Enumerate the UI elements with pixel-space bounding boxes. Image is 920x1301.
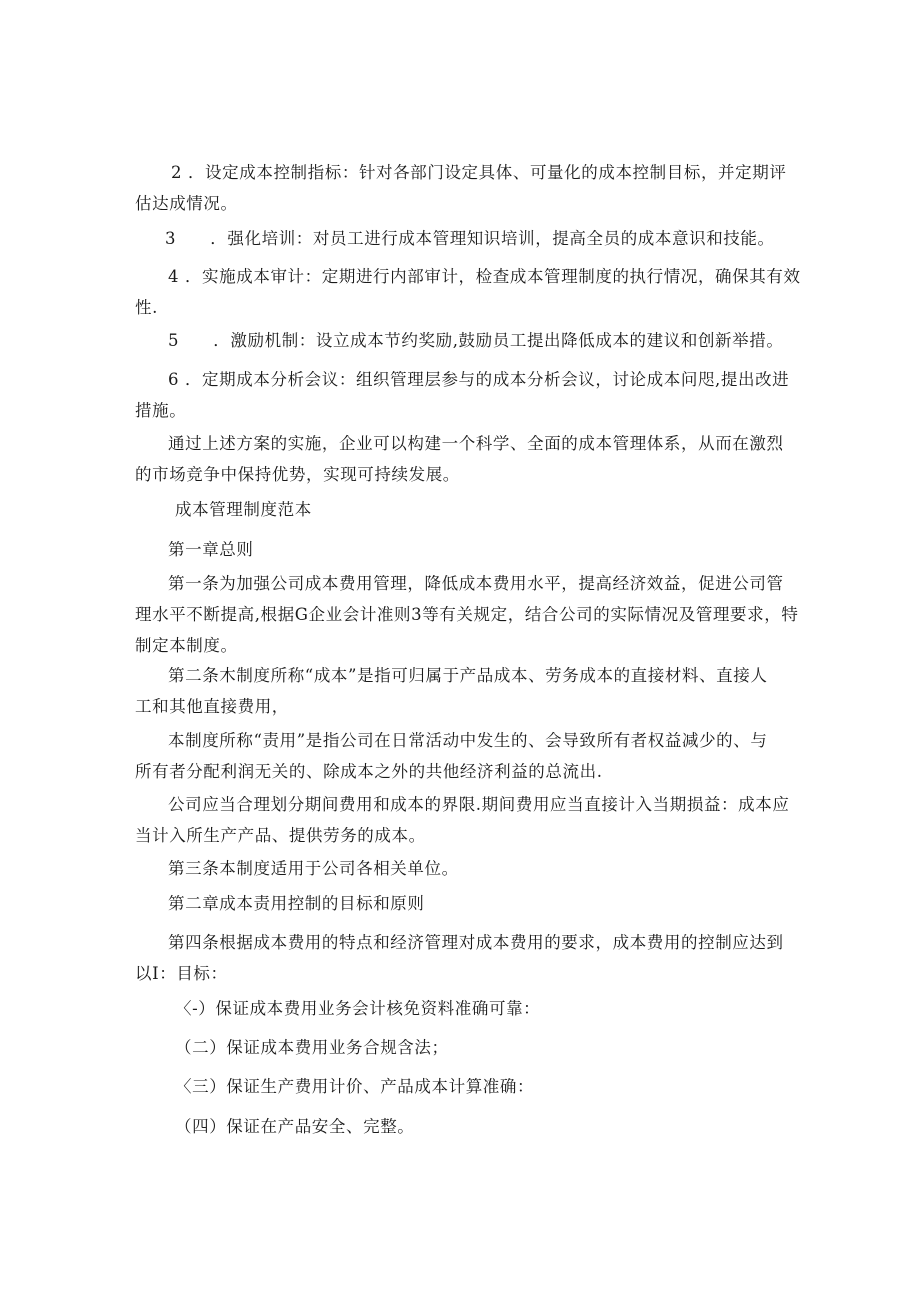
text-line: 2 ．设定成本控制指标：针对各部门设定具体、可量化的成本控制目标，并定期评 — [171, 163, 787, 182]
goal-item-4 — [135, 1111, 790, 1142]
chapter-heading-1 — [135, 534, 790, 565]
text-line: 的市场竞争中保持优势，实现可持续发展。 — [135, 465, 460, 484]
article-1 — [135, 568, 799, 661]
list-item-2 — [135, 157, 790, 219]
text-line: 6 ．定期成本分析会议：组织管理层参与的成本分析会议，讨论成本问咫,提出改进 — [168, 370, 790, 389]
expense-definition — [135, 725, 790, 787]
list-item-3 — [135, 223, 790, 254]
text-line: 本制度所称“责用”是指公司在日常活动中发生的、会导致所有者权益减少的、与 — [168, 731, 768, 750]
goal-item-2 — [135, 1032, 790, 1063]
text-line: 第一章总则 — [168, 540, 254, 559]
text-line: 以I：目标： — [135, 964, 228, 983]
chapter-heading-2 — [135, 888, 790, 919]
text-line: 性. — [135, 298, 158, 317]
text-line: 第二章成本责用控制的目标和原则 — [168, 894, 425, 913]
text-line: 〈-）保证成本费用业务会计核免资料准确可靠： — [175, 999, 541, 1018]
period-expense-paragraph — [135, 789, 790, 851]
text-line: 成本管理制度范本 — [175, 500, 312, 519]
text-line: 所有者分配利润无关的、除成本之外的共他经济利益的总流出. — [135, 762, 603, 781]
text-line: 第二条木制度所称“成本”是指可归属于产品成本、劳务成本的直接材料、直接人 — [168, 666, 768, 685]
text-line: （四）保证在产品安全、完整。 — [175, 1117, 415, 1136]
text-line: 估达成情况。 — [135, 194, 238, 213]
text-line: 5 ．激励机制：设立成本节约奖励,鼓励员工提出降低成本的建议和创新举措。 — [168, 331, 784, 350]
article-2 — [135, 660, 790, 722]
list-item-4 — [135, 261, 801, 323]
text-line: 理水平不断提高,根据G企业会计准则3等有关规定，结合公司的实际情况及管理要求，特 — [135, 605, 799, 624]
text-line: 3 ．强化培训：对员工进行成本管理知识培训，提高全员的成本意识和技能。 — [165, 229, 775, 248]
text-line: 工和其他直接费用， — [135, 697, 289, 716]
text-line: 当计入所生产产品、提供劳务的成本。 — [135, 826, 426, 845]
list-item-5 — [135, 325, 790, 356]
text-line: （二）保证成本费用业务合规含法； — [175, 1038, 449, 1057]
section-title — [135, 494, 790, 525]
text-line: 4 ．实施成本审计：定期进行内部审计，检查成本管理制度的执行情况，确保其有效 — [168, 267, 801, 286]
text-line: 〈三）保证生产费用计价、产品成本计算准确： — [175, 1077, 535, 1096]
text-line: 通过上述方案的实施，企业可以构建一个科学、全面的成本管理体系，从而在激烈 — [168, 434, 784, 453]
text-line: 第三条本制度适用于公司各相关单位。 — [168, 859, 459, 878]
goal-item-1 — [135, 993, 790, 1024]
list-item-6 — [135, 364, 790, 426]
text-line: 措施。 — [135, 401, 187, 420]
text-line: 公司应当合理划分期间费用和成本的界限.期间费用应当直接计入当期损益：成本应 — [168, 795, 790, 814]
text-line: 第一条为加强公司成本费用管理，降低成本费用水平，提高经济效益，促进公司管 — [168, 574, 784, 593]
text-line: 第四条根据成本费用的特点和经济管理对成本费用的要求，成本费用的控制应达到 — [168, 933, 784, 952]
article-4 — [135, 927, 790, 989]
goal-item-3 — [135, 1071, 790, 1102]
text-line: 制定本制度。 — [135, 636, 238, 655]
summary-paragraph — [135, 428, 790, 490]
article-3 — [135, 853, 790, 884]
